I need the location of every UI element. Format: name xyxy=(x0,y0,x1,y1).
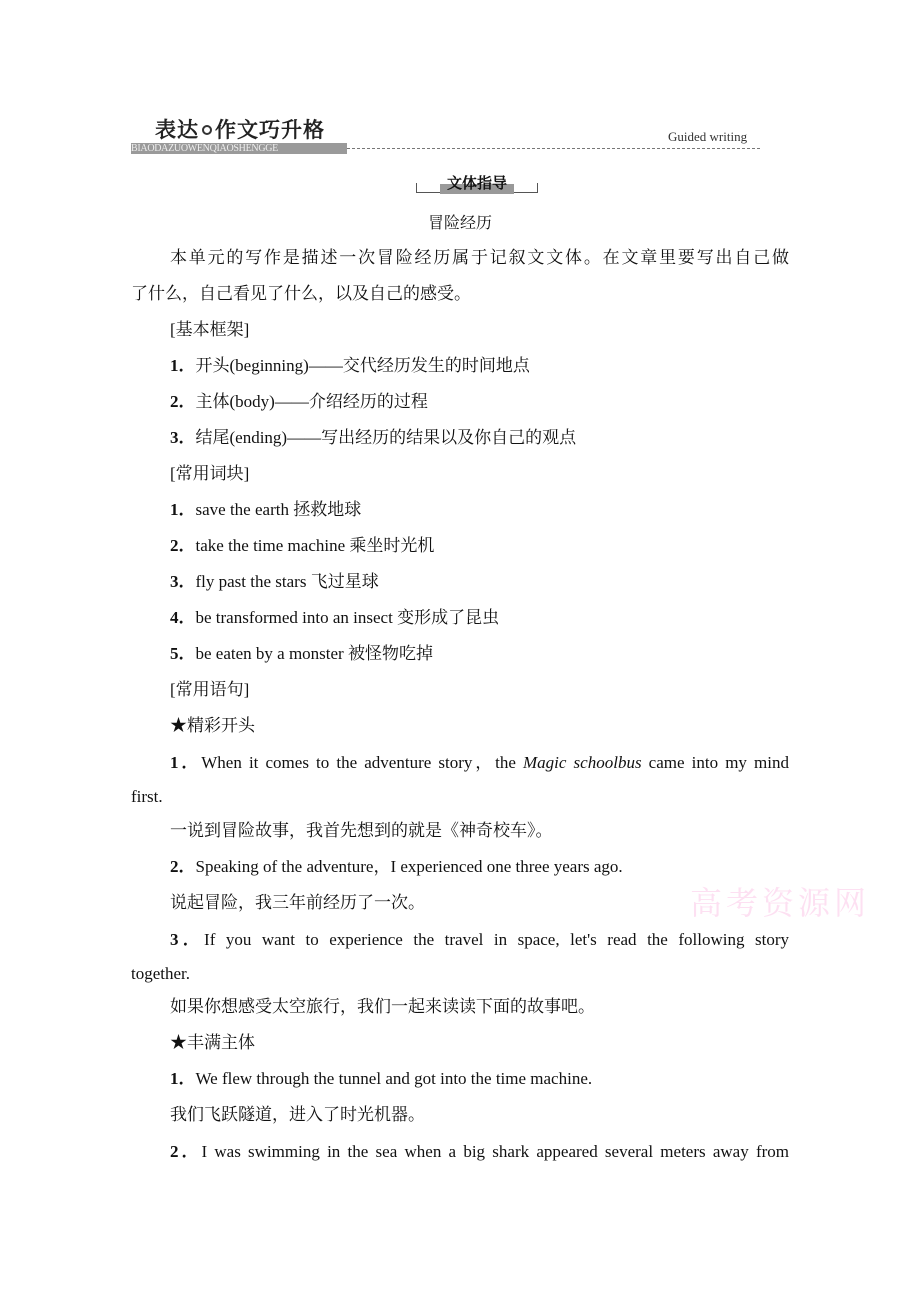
item-num: 1． xyxy=(170,500,196,519)
list-item xyxy=(170,355,530,377)
item-text: be eaten by a monster 被怪物吃掉 xyxy=(195,644,433,663)
sentence-text: came into my mind xyxy=(641,753,789,772)
sentence-text: Speaking of the adventure，I experienced one three years ago. xyxy=(195,857,623,876)
item-num: 4． xyxy=(170,608,196,627)
item-text: 主体(body)——介绍经历的过程 xyxy=(195,392,428,411)
pinyin-banner: BIAODAZUOWENQIAOSHENGGE xyxy=(131,143,347,154)
item-num: 1． xyxy=(170,356,196,375)
item-num: 5． xyxy=(170,644,196,663)
sentence-item xyxy=(170,1141,789,1163)
framework-heading: [基本框架] xyxy=(170,320,250,339)
item-num: 3． xyxy=(170,572,196,591)
item-num: 1． xyxy=(170,1069,196,1088)
sentence-item xyxy=(170,752,789,774)
section-badge xyxy=(416,174,538,194)
item-text: 结尾(ending)——写出经历的结果以及你自己的观点 xyxy=(195,428,577,447)
sentence-cont: first. xyxy=(131,787,163,806)
item-num: 1． xyxy=(170,753,202,772)
body-heading: ★丰满主体 xyxy=(170,1033,255,1052)
item-num: 3． xyxy=(170,930,205,949)
sentence-text: I was swimming in the sea when a big shark appeared several meters away from xyxy=(201,1142,790,1161)
watermark: 高考资源网 xyxy=(690,884,871,922)
sentence-translation: 我们飞跃隧道，进入了时光机器。 xyxy=(170,1105,425,1124)
book-title: Magic schoolbus xyxy=(523,753,642,772)
list-item xyxy=(170,643,433,665)
bullet-icon xyxy=(202,125,212,135)
sentences-heading: [常用语句] xyxy=(170,680,250,699)
sentence-text: When it comes to the adventure story，the xyxy=(201,753,524,772)
item-text: be transformed into an insect 变形成了昆虫 xyxy=(195,608,500,627)
item-num: 2． xyxy=(170,857,196,876)
list-item xyxy=(170,427,576,449)
list-item xyxy=(170,499,361,521)
intro-line-1: 本单元的写作是描述一次冒险经历属于记叙文文体。在文章里要写出自己做 xyxy=(170,248,789,267)
item-text: take the time machine 乘坐时光机 xyxy=(195,536,435,555)
item-text: fly past the stars 飞过星球 xyxy=(195,572,379,591)
dashed-divider xyxy=(347,148,760,149)
intro-line-2: 了什么，自己看见了什么，以及自己的感受。 xyxy=(131,284,471,303)
sentence-translation: 说起冒险，我三年前经历了一次。 xyxy=(170,893,425,912)
sentence-translation: 如果你想感受太空旅行，我们一起来读读下面的故事吧。 xyxy=(170,997,595,1016)
title-part-2: 作文巧升格 xyxy=(215,118,325,142)
item-num: 2． xyxy=(170,1142,202,1161)
sentence-item xyxy=(170,856,623,878)
badge-text: 文体指导 xyxy=(446,174,507,192)
list-item xyxy=(170,571,379,593)
list-item xyxy=(170,607,499,629)
item-text: save the earth 拯救地球 xyxy=(195,500,362,519)
sentence-text: If you want to experience the travel in space, let's read the following story xyxy=(204,930,789,949)
sentence-cont: together. xyxy=(131,964,191,983)
item-num: 3． xyxy=(170,428,196,447)
item-num: 2． xyxy=(170,392,196,411)
sentence-translation: 一说到冒险故事，我首先想到的就是《神奇校车》。 xyxy=(170,821,553,840)
subtitle: 冒险经历 xyxy=(427,213,492,232)
section-title xyxy=(155,114,325,144)
item-num: 2． xyxy=(170,536,196,555)
sentence-item xyxy=(170,929,789,951)
list-item xyxy=(170,391,428,413)
phrases-heading: [常用词块] xyxy=(170,464,250,483)
title-part-1: 表达 xyxy=(155,118,199,142)
header-english: Guided writing xyxy=(668,129,748,144)
sentence-text: We flew through the tunnel and got into the time machine. xyxy=(195,1069,593,1088)
item-text: 开头(beginning)——交代经历发生的时间地点 xyxy=(195,356,530,375)
list-item xyxy=(170,535,434,557)
opening-heading: ★精彩开头 xyxy=(170,716,255,735)
sentence-item xyxy=(170,1068,592,1090)
